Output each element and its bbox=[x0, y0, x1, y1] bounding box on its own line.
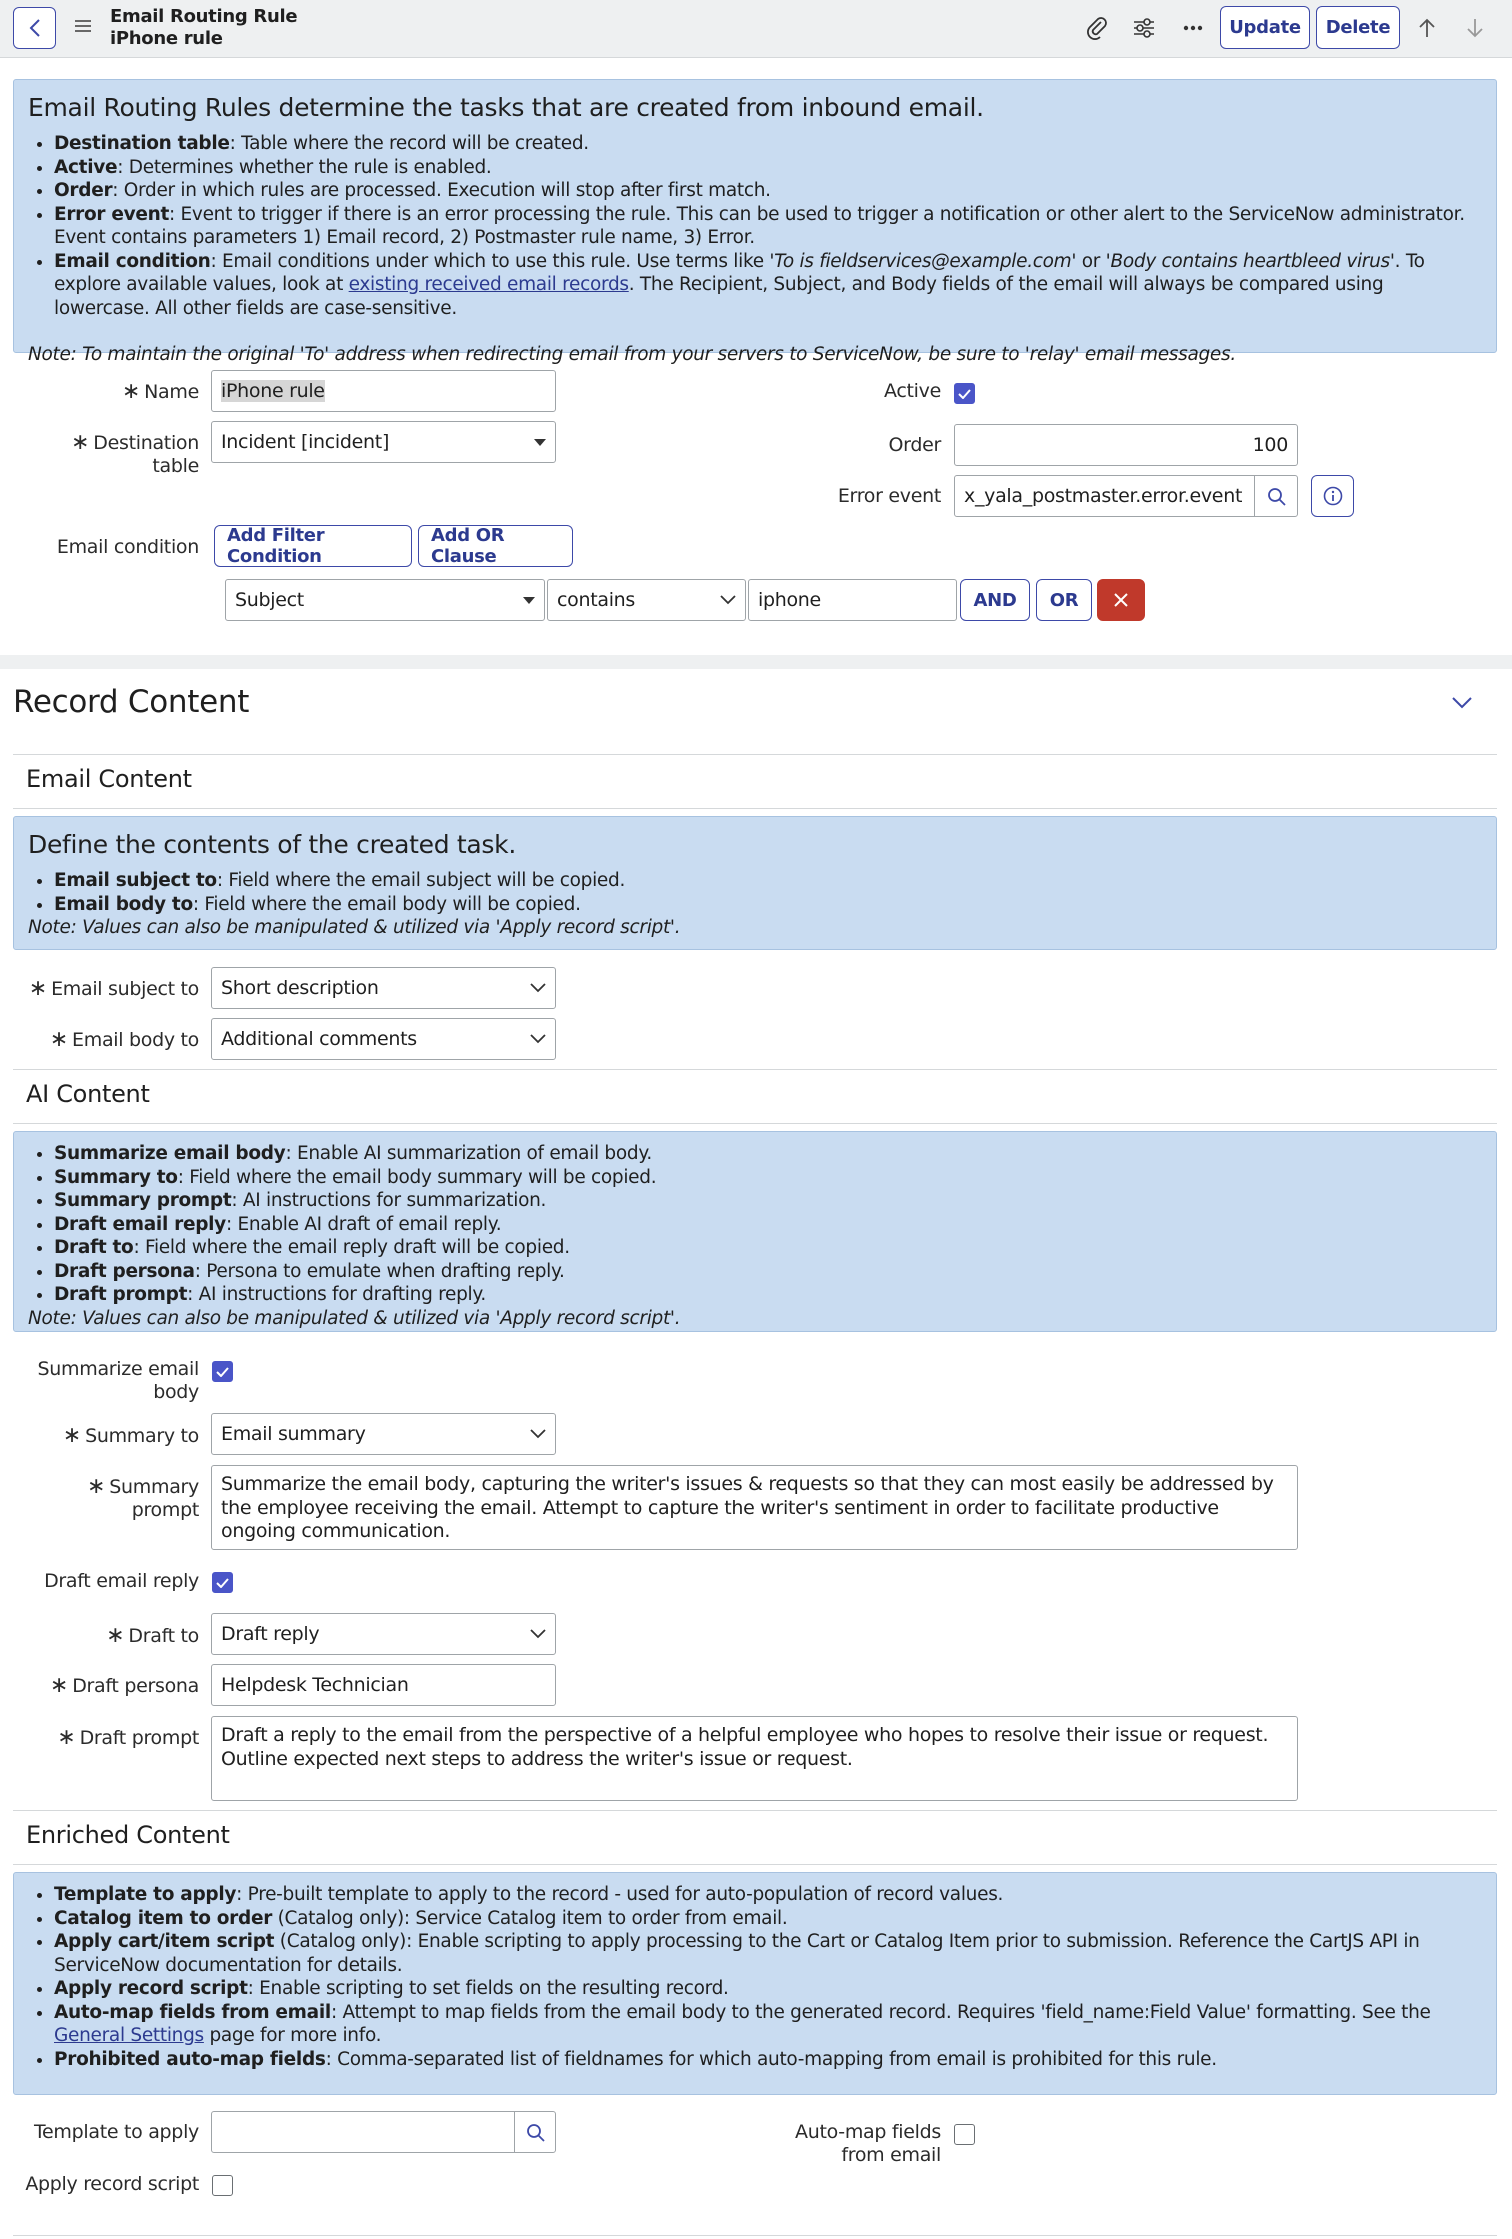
chevron-left-icon bbox=[29, 19, 41, 37]
summarize-email-body-checkbox[interactable] bbox=[212, 1361, 233, 1382]
enriched-info-item bbox=[54, 2001, 1482, 2048]
info-text: : Field where the email body summary will be copied. bbox=[177, 1166, 657, 1188]
auto-map-label-line: Auto-map fields bbox=[795, 2121, 941, 2143]
info-term: Prohibited auto-map fields bbox=[54, 2048, 326, 2070]
condition-field-select[interactable] bbox=[225, 579, 545, 621]
enriched-info-item bbox=[54, 1907, 1482, 1931]
info-text: : Field where the email reply draft will be copied. bbox=[133, 1237, 570, 1258]
add-or-clause-button[interactable]: Add OR Clause bbox=[418, 525, 573, 567]
name-value: iPhone rule bbox=[221, 380, 325, 402]
arrow-up-icon[interactable] bbox=[1413, 14, 1441, 42]
destination-table-select[interactable] bbox=[211, 421, 556, 463]
email-content-title: Email Content bbox=[26, 765, 192, 793]
email-body-label bbox=[20, 1028, 199, 1052]
info-text: page for more info. bbox=[203, 2025, 382, 2046]
draft-persona-label bbox=[20, 1674, 199, 1698]
chevron-down-icon bbox=[530, 1034, 546, 1044]
draft-persona-input[interactable]: Helpdesk Technician bbox=[211, 1664, 556, 1706]
caret-down-icon bbox=[534, 439, 546, 446]
summarize-label-line: body bbox=[153, 1381, 199, 1403]
email-subject-label-text: Email subject to bbox=[51, 978, 199, 1000]
ai-info-item bbox=[54, 1236, 1482, 1260]
check-icon bbox=[958, 389, 971, 399]
info-term: Active bbox=[54, 156, 118, 178]
summarize-label-line: Summarize email bbox=[37, 1358, 199, 1380]
draft-to-value: Draft reply bbox=[221, 1623, 320, 1645]
template-lookup-button[interactable] bbox=[514, 2111, 556, 2153]
hamburger-menu-icon[interactable] bbox=[74, 17, 92, 35]
check-icon bbox=[216, 1578, 229, 1588]
draft-persona-label-text: Draft persona bbox=[72, 1675, 199, 1697]
enriched-content-info-box bbox=[13, 1872, 1497, 2095]
info-text: : Determines whether the rule is enabled. bbox=[117, 156, 492, 178]
info-term: Email condition bbox=[54, 250, 211, 272]
routing-rules-info-box bbox=[13, 79, 1497, 365]
email-subject-select[interactable] bbox=[211, 967, 556, 1009]
info-text: (Catalog only): Enable scripting to apply processing to the Cart or Catalog Item prior to submission. Reference the CartJS API in ServiceNow documentation for details. bbox=[54, 1931, 1420, 1976]
email-info-item bbox=[54, 893, 1482, 917]
info-term: Auto-map fields from email bbox=[54, 2001, 331, 2023]
collapse-chevron-icon[interactable] bbox=[1452, 697, 1472, 710]
info-text: : AI instructions for summarization. bbox=[231, 1190, 547, 1211]
info-example: To is fieldservices@example.com bbox=[774, 250, 1072, 272]
summary-to-value: Email summary bbox=[221, 1423, 366, 1445]
ai-info-item bbox=[54, 1189, 1482, 1213]
chevron-down-icon bbox=[530, 1629, 546, 1639]
info-text: : Attempt to map fields from the email body to the generated record. Requires 'field_name:Field Value' formatting. See the bbox=[330, 2001, 1431, 2023]
email-info-note: Note: Values can also be manipulated & utilized via 'Apply record script'. bbox=[28, 917, 681, 938]
divider bbox=[13, 754, 1497, 755]
info-term: Draft prompt bbox=[54, 1284, 188, 1305]
info-text: : Event to trigger if there is an error processing the rule. This can be used to trigger a notification or other alert to the ServiceNow administrator. Event contains parameters 1) Email record, 2) Postmaster rule name, 3) Error. bbox=[54, 203, 1465, 248]
search-icon bbox=[526, 2123, 545, 2142]
email-info-item bbox=[54, 869, 1482, 893]
info-text: . The Recipient, Subject, and Body fields of the email will always be compared using lowercase. All other fields are case-sensitive. bbox=[54, 274, 1384, 319]
error-event-lookup-button[interactable] bbox=[1254, 475, 1298, 517]
back-button[interactable] bbox=[13, 7, 56, 49]
info-text: : Table where the record will be created. bbox=[229, 133, 589, 154]
required-icon: ∗ bbox=[62, 1423, 82, 1448]
delete-condition-button[interactable] bbox=[1097, 579, 1145, 621]
info-text: : Field where the email subject will be copied. bbox=[216, 870, 626, 891]
summary-to-select[interactable] bbox=[211, 1413, 556, 1455]
email-body-label-text: Email body to bbox=[72, 1029, 199, 1051]
destination-table-label bbox=[20, 431, 199, 478]
info-text: : Persona to emulate when drafting reply. bbox=[194, 1260, 565, 1282]
info-text: '. To explore available values, look at bbox=[54, 250, 1425, 295]
enriched-content-title: Enriched Content bbox=[26, 1821, 230, 1849]
required-icon: ∗ bbox=[49, 1027, 69, 1052]
divider bbox=[13, 2235, 1497, 2236]
auto-map-label-line: from email bbox=[841, 2144, 941, 2166]
email-content-info-box bbox=[13, 816, 1497, 950]
draft-email-reply-label: Draft email reply bbox=[44, 1570, 199, 1592]
condition-operator-select[interactable] bbox=[547, 579, 746, 621]
top-bar bbox=[0, 0, 1512, 58]
settings-sliders-icon[interactable] bbox=[1130, 14, 1158, 42]
draft-prompt-textarea[interactable]: Draft a reply to the email from the perspective of a helpful employee who hopes to resolve their issue or request. Outline expected next steps to address the writer's issue or request. bbox=[211, 1716, 1298, 1801]
draft-to-label-text: Draft to bbox=[128, 1625, 199, 1647]
active-label: Active bbox=[884, 380, 941, 402]
info-term: Order bbox=[54, 180, 113, 201]
divider bbox=[13, 1810, 1497, 1811]
enriched-info-item bbox=[54, 1930, 1482, 1977]
enriched-info-item bbox=[54, 1977, 1482, 2001]
auto-map-fields-checkbox[interactable] bbox=[954, 2124, 975, 2145]
draft-email-reply-checkbox[interactable] bbox=[212, 1572, 233, 1593]
info-item-order bbox=[54, 179, 1482, 203]
summary-to-label-text: Summary to bbox=[85, 1425, 199, 1447]
required-icon: ∗ bbox=[87, 1474, 106, 1499]
and-condition-button[interactable]: AND bbox=[960, 579, 1030, 621]
ai-content-title: AI Content bbox=[26, 1080, 150, 1108]
summarize-email-body-label bbox=[20, 1358, 199, 1404]
info-item-error-event bbox=[54, 203, 1482, 250]
chevron-down-icon bbox=[720, 595, 736, 605]
summary-prompt-textarea[interactable]: Summarize the email body, capturing the writer's issues & requests so that they can most easily be addressed by the employee receiving the email. Attempt to capture the writer's sentiment in order to facilitate productive ongoing communication. bbox=[211, 1465, 1298, 1550]
name-label-text: Name bbox=[144, 381, 199, 403]
add-filter-condition-button[interactable]: Add Filter Condition bbox=[214, 525, 412, 567]
draft-to-label bbox=[20, 1624, 199, 1648]
check-icon bbox=[216, 1367, 229, 1377]
email-info-list bbox=[28, 869, 1482, 916]
name-input[interactable] bbox=[211, 370, 556, 412]
general-settings-link[interactable]: General Settings bbox=[54, 2025, 204, 2046]
email-subject-label bbox=[20, 977, 199, 1001]
info-list bbox=[28, 132, 1482, 320]
info-text: ' or ' bbox=[1071, 250, 1111, 272]
apply-record-script-label: Apply record script bbox=[25, 2173, 199, 2195]
order-input[interactable]: 100 bbox=[954, 424, 1298, 466]
info-text: : Email conditions under which to use this rule. Use terms like ' bbox=[210, 250, 775, 272]
auto-map-fields-label bbox=[760, 2121, 941, 2167]
error-event-info-button[interactable] bbox=[1311, 475, 1354, 517]
info-text: : Pre-built template to apply to the record - used for auto-population of record values. bbox=[236, 1884, 1004, 1905]
template-to-apply-label: Template to apply bbox=[33, 2121, 199, 2143]
info-term: Email body to bbox=[54, 893, 193, 915]
draft-prompt-label bbox=[20, 1726, 199, 1750]
draft-to-select[interactable] bbox=[211, 1613, 556, 1655]
required-icon: ∗ bbox=[28, 976, 48, 1001]
summary-to-label bbox=[20, 1424, 199, 1448]
page-title bbox=[110, 6, 297, 50]
ai-info-item bbox=[54, 1166, 1482, 1190]
error-event-label: Error event bbox=[837, 485, 941, 507]
destination-label-text: Destination table bbox=[93, 432, 199, 477]
info-item-destination bbox=[54, 132, 1482, 156]
info-text: : Order in which rules are processed. Execution will stop after first match. bbox=[112, 180, 771, 201]
info-example: Body contains heartbleed virus bbox=[1110, 250, 1390, 272]
enriched-info-list bbox=[28, 1883, 1482, 2071]
record-content-title: Record Content bbox=[13, 684, 250, 720]
required-icon: ∗ bbox=[57, 1725, 76, 1750]
info-term: Summarize email body bbox=[54, 1143, 286, 1164]
required-icon: ∗ bbox=[50, 1673, 69, 1698]
info-term: Draft to bbox=[54, 1237, 134, 1258]
info-term: Destination table bbox=[54, 133, 230, 154]
ai-info-item bbox=[54, 1283, 1482, 1307]
received-email-records-link[interactable]: existing received email records bbox=[348, 274, 629, 295]
active-checkbox[interactable] bbox=[954, 383, 975, 404]
email-body-select[interactable] bbox=[211, 1018, 556, 1060]
info-term: Email subject to bbox=[54, 870, 217, 891]
apply-record-script-checkbox[interactable] bbox=[212, 2175, 233, 2196]
required-icon: ∗ bbox=[122, 379, 141, 404]
chevron-down-icon bbox=[530, 1429, 546, 1439]
condition-operator-value: contains bbox=[557, 589, 636, 611]
update-button[interactable]: Update bbox=[1220, 6, 1310, 49]
email-body-value: Additional comments bbox=[221, 1028, 417, 1050]
info-term: Summary to bbox=[54, 1166, 178, 1188]
paperclip-icon[interactable] bbox=[1083, 14, 1111, 42]
info-icon bbox=[1323, 486, 1343, 506]
record-name-title: iPhone rule bbox=[110, 28, 223, 49]
info-text: : Field where the email body will be copied. bbox=[192, 893, 581, 915]
info-term: Template to apply bbox=[54, 1884, 237, 1905]
info-term: Apply record script bbox=[54, 1978, 248, 1999]
summary-prompt-label bbox=[20, 1475, 199, 1522]
order-label: Order bbox=[888, 434, 941, 456]
info-lead: Email Routing Rules determine the tasks that are created from inbound email. bbox=[28, 93, 984, 122]
name-label bbox=[20, 380, 199, 404]
info-note: Note: To maintain the original 'To' address when redirecting email from your servers to ServiceNow, be sure to 'relay' email messages. bbox=[28, 344, 1236, 365]
more-options-icon[interactable] bbox=[1179, 14, 1207, 42]
error-event-input[interactable]: x_yala_postmaster.error.event bbox=[954, 475, 1255, 517]
required-icon: ∗ bbox=[71, 430, 90, 455]
info-text: : Enable AI summarization of email body. bbox=[285, 1143, 652, 1164]
section-divider bbox=[0, 655, 1512, 669]
or-condition-button[interactable]: OR bbox=[1036, 579, 1092, 621]
email-condition-label: Email condition bbox=[56, 536, 199, 558]
info-text: : AI instructions for drafting reply. bbox=[187, 1284, 486, 1305]
info-term: Summary prompt bbox=[54, 1190, 232, 1211]
enriched-info-item bbox=[54, 2048, 1482, 2072]
ai-content-info-box bbox=[13, 1131, 1497, 1332]
chevron-down-icon bbox=[530, 983, 546, 993]
required-icon: ∗ bbox=[106, 1623, 125, 1648]
ai-info-item bbox=[54, 1260, 1482, 1284]
email-subject-value: Short description bbox=[221, 977, 379, 999]
arrow-down-icon[interactable] bbox=[1461, 14, 1489, 42]
info-text: : Comma-separated list of fieldnames for which auto-mapping from email is prohibited for this rule. bbox=[325, 2048, 1217, 2070]
email-info-lead: Define the contents of the created task. bbox=[28, 830, 516, 859]
info-text: : Enable scripting to set fields on the resulting record. bbox=[247, 1978, 729, 1999]
ai-info-note: Note: Values can also be manipulated & utilized via 'Apply record script'. bbox=[28, 1307, 681, 1329]
ai-info-item bbox=[54, 1213, 1482, 1237]
divider bbox=[13, 1123, 1497, 1124]
info-item-email-condition bbox=[54, 250, 1482, 321]
info-term: Catalog item to order bbox=[54, 1907, 273, 1929]
info-term: Error event bbox=[54, 203, 170, 225]
close-icon bbox=[1114, 593, 1128, 607]
info-item-active bbox=[54, 156, 1482, 180]
ai-info-list bbox=[28, 1142, 1482, 1307]
info-term: Draft persona bbox=[54, 1260, 195, 1282]
delete-button[interactable]: Delete bbox=[1316, 6, 1400, 49]
info-term: Apply cart/item script bbox=[54, 1931, 275, 1952]
draft-prompt-label-text: Draft prompt bbox=[79, 1727, 199, 1749]
info-text: (Catalog only): Service Catalog item to order from email. bbox=[272, 1907, 788, 1929]
record-type-title: Email Routing Rule bbox=[110, 6, 298, 27]
summary-prompt-label-text: Summary prompt bbox=[109, 1476, 199, 1521]
search-icon bbox=[1267, 487, 1286, 506]
divider bbox=[13, 1864, 1497, 1865]
info-term: Draft email reply bbox=[54, 1213, 226, 1235]
destination-value: Incident [incident] bbox=[221, 431, 390, 453]
info-text: : Enable AI draft of email reply. bbox=[225, 1213, 502, 1235]
caret-down-icon bbox=[523, 597, 535, 604]
condition-field-value: Subject bbox=[235, 589, 304, 611]
divider bbox=[13, 1069, 1497, 1070]
template-to-apply-input[interactable] bbox=[211, 2111, 516, 2153]
ai-info-item bbox=[54, 1142, 1482, 1166]
divider bbox=[13, 808, 1497, 809]
enriched-info-item bbox=[54, 1883, 1482, 1907]
condition-value-input[interactable]: iphone bbox=[748, 579, 957, 621]
